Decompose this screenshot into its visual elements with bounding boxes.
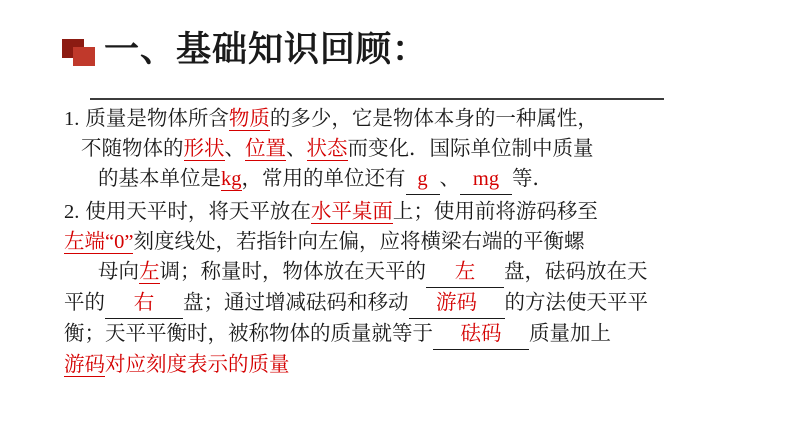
answer-blank: g xyxy=(406,164,440,195)
answer-text: 位置 xyxy=(245,138,286,160)
text-line xyxy=(64,288,764,319)
answer-text: 水平桌面 xyxy=(310,201,393,223)
text-run: ，常用的单位还有 xyxy=(241,168,406,190)
text-run: 调；称量时，物体放在天平的 xyxy=(159,261,426,283)
text-run: 而变化．国际单位制中质量 xyxy=(347,138,594,160)
item-number: 1. xyxy=(64,108,80,130)
text-run: 质量是物体所含 xyxy=(85,108,229,130)
answer-blank: mg xyxy=(460,164,512,195)
text-line xyxy=(64,350,764,380)
text-run: 刻度线处，若指针向左偏，应将横梁右端的平衡螺 xyxy=(133,231,585,253)
text-line xyxy=(64,104,764,134)
answer-text: kg xyxy=(221,168,242,190)
text-line xyxy=(64,227,764,257)
text-run: 盘；通过增减砝码和移动 xyxy=(183,292,409,314)
text-run: 上；使用前将游码移至 xyxy=(392,201,598,223)
answer-blank: 右 xyxy=(105,288,183,319)
text-run: 使用天平时，将天平放在 xyxy=(85,201,311,223)
answer-text: 左端“0” xyxy=(64,231,134,253)
text-run: 等． xyxy=(512,168,553,190)
answer-blank: 左 xyxy=(426,257,504,288)
text-line xyxy=(64,319,764,350)
text-run: 的多少，它是物体本身的一种属性， xyxy=(269,108,598,130)
item-number: 2. xyxy=(64,201,80,223)
text-run: 的基本单位是 xyxy=(98,168,221,190)
text-run: 衡；天平平衡时，被称物体的质量就等于 xyxy=(64,323,433,345)
text-run: 母向 xyxy=(98,261,139,283)
text-run: 平的 xyxy=(64,292,105,314)
text-run: 盘，砝码放在天 xyxy=(504,261,648,283)
text-run: 质量加上 xyxy=(529,323,611,345)
text-line xyxy=(64,197,764,227)
answer-blank: 游码 xyxy=(409,288,505,319)
answer-text: 左 xyxy=(139,261,160,283)
text-run: 、 xyxy=(224,138,245,160)
list-item xyxy=(64,104,764,195)
text-line xyxy=(64,164,764,195)
page-title: 一、基础知识回顾： xyxy=(104,29,429,70)
text-run: 、 xyxy=(286,138,307,160)
slide-title-block xyxy=(62,26,752,74)
answer-blank: 砝码 xyxy=(433,319,529,350)
square-bullet-light-icon xyxy=(73,47,95,66)
title-row xyxy=(62,26,752,74)
answer-text: 形状 xyxy=(183,138,225,160)
text-run: 、 xyxy=(439,168,460,190)
square-bullet-icon xyxy=(62,35,102,65)
list-item xyxy=(64,197,764,380)
text-line xyxy=(64,134,764,164)
text-run: 对应刻度表示的质量 xyxy=(105,354,290,376)
text-run: 的方法使天平平 xyxy=(504,292,648,314)
answer-text: 物质 xyxy=(228,108,270,130)
body-content xyxy=(64,104,764,382)
text-run: 不随物体的 xyxy=(81,138,184,160)
answer-text: 状态 xyxy=(306,138,348,160)
answer-text: 游码 xyxy=(64,354,105,376)
title-underline-rule xyxy=(90,98,664,100)
text-line xyxy=(64,257,764,288)
